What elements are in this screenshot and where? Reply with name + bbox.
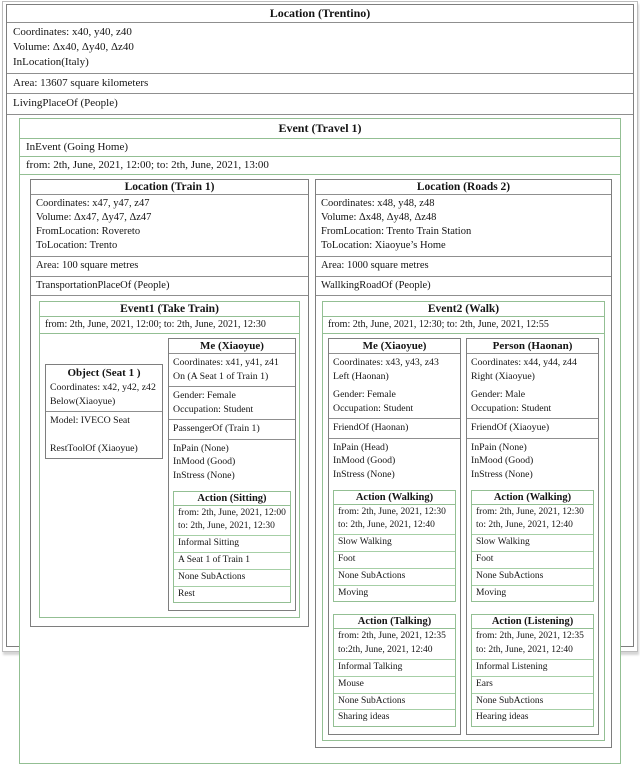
person-haonan-box	[466, 338, 599, 735]
action-sitting-from: from: 2th, June, 2021, 12:00	[178, 507, 286, 518]
action-walking-me-goal: Moving	[338, 587, 369, 598]
action-listening-from: from: 2th, June, 2021, 12:35	[476, 631, 584, 642]
me-train-mood: InMood (Good)	[173, 456, 236, 468]
action-walking-haonan-goal: Moving	[476, 587, 507, 598]
action-walking-haonan-title: Action (Walking)	[472, 491, 593, 505]
me-xiaoyue-walk-box	[328, 338, 461, 735]
action-listening-to: to: 2th, June, 2021, 12:40	[476, 644, 573, 655]
train-from-location: FromLocation: Rovereto	[36, 225, 141, 237]
object-seat-box	[45, 364, 163, 459]
action-listening-box	[471, 614, 594, 727]
haonan-occupation: Occupation: Student	[471, 402, 552, 414]
action-walking-me-time	[334, 505, 455, 536]
action-talking-from: from: 2th, June, 2021, 12:35	[338, 631, 446, 642]
train-coordinates: Coordinates: x47, y47, z47	[36, 198, 150, 210]
action-talking-goal: Sharing ideas	[338, 712, 390, 723]
me-walk-title: Me (Xiaoyue)	[329, 339, 460, 354]
train-column	[30, 179, 309, 748]
roads-to-location: ToLocation: Xiaoyue’s Home	[321, 239, 446, 251]
haonan-mood: InMood (Good)	[471, 455, 534, 467]
me-train-relation: PassengerOf (Train 1)	[169, 420, 295, 440]
me-train-gender: Gender: Female	[173, 390, 236, 402]
haonan-title: Person (Haonan)	[467, 339, 598, 354]
trentino-coordinates: Coordinates: x40, y40, z40	[13, 26, 132, 38]
me-walk-coordinates: Coordinates: x43, y43, z43	[333, 357, 439, 369]
me-walk-occupation: Occupation: Student	[333, 402, 414, 414]
event1-timespan-row: from: 2th, June, 2021, 12:00; to: 2th, June, 2021, 12:30	[40, 317, 299, 334]
event2-timespan-row: from: 2th, June, 2021, 12:30; to: 2th, June, 2021, 12:55	[323, 317, 604, 334]
haonan-pain: InPain (None)	[471, 441, 527, 453]
action-walking-haonan-tool: Foot	[472, 552, 593, 569]
me-train-pain: InPain (None)	[173, 442, 229, 454]
action-talking-subactions: None SubActions	[334, 694, 455, 711]
seat-model: Model: IVECO Seat	[50, 415, 130, 427]
me-train-stress: InStress (None)	[173, 469, 235, 481]
me-walk-profile-group	[329, 386, 460, 419]
roads-volume: Volume: Δx48, Δy48, Δz48	[321, 212, 437, 224]
haonan-relation: FriendOf (Xiaoyue)	[467, 419, 598, 439]
me-train-position-group	[169, 354, 295, 387]
me-walk-relation: FriendOf (Haonan)	[329, 419, 460, 439]
train-to-location: ToLocation: Trento	[36, 239, 118, 251]
location-roads-title: Location (Roads 2)	[316, 180, 611, 195]
me-train-profile-group	[169, 387, 295, 420]
travel-in-event-row: InEvent (Going Home)	[20, 139, 620, 157]
action-sitting-tool: A Seat 1 of Train 1	[174, 553, 290, 570]
action-talking-title: Action (Talking)	[334, 615, 455, 629]
location-roads-box	[315, 179, 612, 748]
seat-position-group	[46, 379, 162, 412]
object-seat-title: Object (Seat 1 )	[67, 367, 141, 380]
trentino-attributes-row	[7, 23, 633, 74]
travel-columns	[20, 175, 620, 763]
event1-box	[39, 301, 300, 618]
event2-content	[323, 334, 604, 740]
action-sitting-time	[174, 506, 290, 537]
seat-coordinates: Coordinates: x42, y42, z42	[50, 382, 156, 394]
action-walking-haonan-manner: Slow Walking	[472, 535, 593, 552]
me-walk-mood: InMood (Good)	[333, 455, 396, 467]
action-talking-manner: Informal Talking	[334, 660, 455, 677]
action-sitting-box	[173, 491, 291, 604]
me-train-coordinates: Coordinates: x41, y41, z41	[173, 357, 279, 369]
action-sitting-goal: Rest	[178, 588, 195, 599]
train-role-row: TransportationPlaceOf (People)	[31, 277, 308, 297]
roads-role-row: WallkingRoadOf (People)	[316, 277, 611, 297]
action-talking-tool: Mouse	[334, 677, 455, 694]
action-walking-me-manner: Slow Walking	[334, 535, 455, 552]
event-travel-box	[19, 118, 621, 764]
location-train-title: Location (Train 1)	[31, 180, 308, 195]
event1-title: Event1 (Take Train)	[40, 302, 299, 317]
me-xiaoyue-train-box	[168, 338, 296, 611]
me-walk-gender: Gender: Female	[333, 389, 396, 401]
me-walk-stress: InStress (None)	[333, 468, 395, 480]
action-walking-haonan-to: to: 2th, June, 2021, 12:40	[476, 519, 573, 530]
action-listening-title: Action (Listening)	[472, 615, 593, 629]
haonan-coordinates: Coordinates: x44, y44, z44	[471, 357, 577, 369]
action-sitting-title: Action (Sitting)	[174, 492, 290, 506]
action-sitting-subactions: None SubActions	[174, 570, 290, 587]
trentino-area-row: Area: 13607 square kilometers	[7, 74, 633, 95]
action-walking-haonan-box	[471, 490, 594, 603]
action-walking-haonan-subactions: None SubActions	[472, 569, 593, 586]
event-travel-title: Event (Travel 1)	[20, 119, 620, 139]
me-walk-state-group	[329, 439, 460, 485]
action-listening-time	[472, 629, 593, 660]
action-walking-me-tool: Foot	[334, 552, 455, 569]
location-train-box	[30, 179, 309, 627]
event2-box	[322, 301, 605, 741]
action-walking-haonan-from: from: 2th, June, 2021, 12:30	[476, 506, 584, 517]
action-walking-me-from: from: 2th, June, 2021, 12:30	[338, 506, 446, 517]
me-train-occupation: Occupation: Student	[173, 403, 254, 415]
me-walk-pain: InPain (Head)	[333, 441, 389, 453]
action-talking-time	[334, 629, 455, 660]
action-talking-to: to:2th, June, 2021, 12:40	[338, 644, 433, 655]
action-listening-tool: Ears	[472, 677, 593, 694]
roads-from-location: FromLocation: Trento Train Station	[321, 225, 472, 237]
figure-frame	[2, 1, 638, 723]
location-trentino-box	[6, 4, 634, 723]
action-walking-me-to: to: 2th, June, 2021, 12:40	[338, 519, 435, 530]
event2-title: Event2 (Walk)	[323, 302, 604, 317]
roads-column	[315, 179, 612, 748]
train-area-row: Area: 100 square metres	[31, 257, 308, 277]
me-walk-position: Left (Haonan)	[333, 370, 389, 382]
roads-coordinates: Coordinates: x48, y48, z48	[321, 198, 435, 210]
action-walking-me-box	[333, 490, 456, 603]
haonan-gender: Gender: Male	[471, 389, 526, 401]
haonan-profile-group	[467, 386, 598, 419]
action-sitting-to: to: 2th, June, 2021, 12:30	[178, 520, 275, 531]
location-trentino-title: Location (Trentino)	[7, 5, 633, 23]
roads-area-row: Area: 1000 square metres	[316, 257, 611, 277]
me-walk-position-group	[329, 354, 460, 386]
haonan-position-group	[467, 354, 598, 386]
me-train-title: Me (Xiaoyue)	[169, 339, 295, 354]
trentino-volume: Volume: Δx40, Δy40, Δz40	[13, 40, 134, 53]
train-attributes-row	[31, 195, 308, 256]
haonan-stress: InStress (None)	[471, 468, 533, 480]
haonan-position: Right (Xiaoyue)	[471, 370, 535, 382]
seat-rest-tool: RestToolOf (Xiaoyue)	[50, 442, 138, 454]
action-walking-haonan-time	[472, 505, 593, 536]
action-talking-box	[333, 614, 456, 727]
roads-attributes-row	[316, 195, 611, 256]
action-walking-me-subactions: None SubActions	[334, 569, 455, 586]
action-listening-goal: Hearing ideas	[476, 712, 529, 723]
event1-content	[40, 334, 299, 617]
trentino-in-location: InLocation(Italy)	[13, 55, 89, 68]
haonan-state-group	[467, 439, 598, 485]
train-volume: Volume: Δx47, Δy47, Δz47	[36, 212, 152, 224]
action-listening-manner: Informal Listening	[472, 660, 593, 677]
seat-below: Below(Xiaoyue)	[50, 395, 116, 407]
action-walking-me-title: Action (Walking)	[334, 491, 455, 505]
me-train-state-group	[169, 440, 295, 486]
trentino-living-place-row: LivingPlaceOf (People)	[7, 94, 633, 115]
me-train-on: On (A Seat 1 of Train 1)	[173, 370, 269, 382]
travel-timespan-row: from: 2th, June, 2021, 12:00; to: 2th, June, 2021, 13:00	[20, 157, 620, 175]
action-sitting-manner: Informal Sitting	[174, 536, 290, 553]
action-listening-subactions: None SubActions	[472, 694, 593, 711]
